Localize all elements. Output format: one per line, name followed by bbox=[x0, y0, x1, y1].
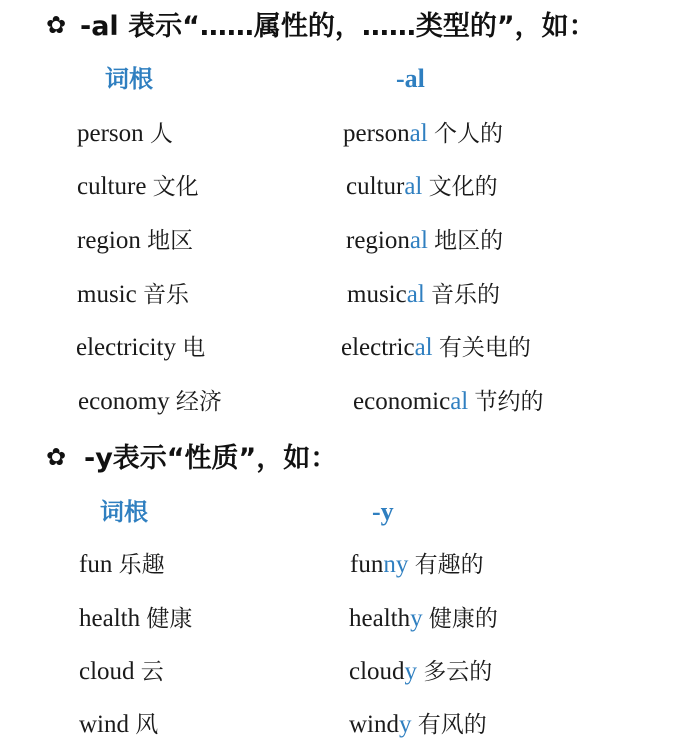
flower-icon: ✿ bbox=[46, 11, 67, 39]
suffix-highlight: al bbox=[414, 334, 433, 361]
derived-word: personal 个人的 bbox=[343, 120, 503, 147]
section-al-heading: -al 表示“……属性的，……类型的”，如： bbox=[80, 11, 596, 42]
root-word: person 人 bbox=[77, 120, 173, 147]
derived-word: electrical 有关电的 bbox=[341, 334, 531, 361]
root-word: region 地区 bbox=[77, 227, 194, 254]
root-word: wind 风 bbox=[79, 711, 159, 738]
root-word: electricity 电 bbox=[76, 334, 206, 361]
suffix-highlight: y bbox=[399, 711, 412, 738]
section-al-suffix-column-header: -al bbox=[396, 64, 425, 93]
derived-word: cultural 文化的 bbox=[346, 173, 498, 200]
derived-word: cloudy 多云的 bbox=[349, 658, 493, 685]
section-y-heading: -y表示“性质”，如： bbox=[84, 443, 338, 474]
derived-word: regional 地区的 bbox=[346, 227, 504, 254]
section-al-root-column-header: 词根 bbox=[105, 65, 153, 93]
section-y-root-column-header: 词根 bbox=[100, 498, 148, 526]
section-y-suffix-column-header: -y bbox=[372, 497, 394, 526]
suffix-highlight: y bbox=[404, 658, 418, 685]
derived-word: economical 节约的 bbox=[353, 388, 544, 415]
suffix-highlight: y bbox=[410, 605, 423, 632]
derived-word: healthy 健康的 bbox=[349, 605, 498, 632]
suffix-highlight: al bbox=[406, 281, 425, 308]
flower-icon: ✿ bbox=[46, 443, 67, 471]
suffix-highlight: al bbox=[404, 173, 423, 200]
root-word: fun 乐趣 bbox=[79, 551, 165, 578]
derived-word: musical 音乐的 bbox=[347, 281, 501, 308]
root-word: cloud 云 bbox=[79, 658, 164, 685]
root-word: economy 经济 bbox=[78, 388, 222, 415]
derived-word: funny 有趣的 bbox=[350, 551, 484, 578]
suffix-highlight: ny bbox=[383, 551, 409, 578]
root-word: health 健康 bbox=[79, 605, 193, 632]
suffix-highlight: al bbox=[450, 388, 469, 415]
suffix-highlight: al bbox=[409, 120, 428, 147]
derived-word: windy 有风的 bbox=[349, 711, 487, 738]
root-word: music 音乐 bbox=[77, 281, 189, 308]
suffix-highlight: al bbox=[409, 227, 428, 254]
root-word: culture 文化 bbox=[77, 173, 199, 200]
